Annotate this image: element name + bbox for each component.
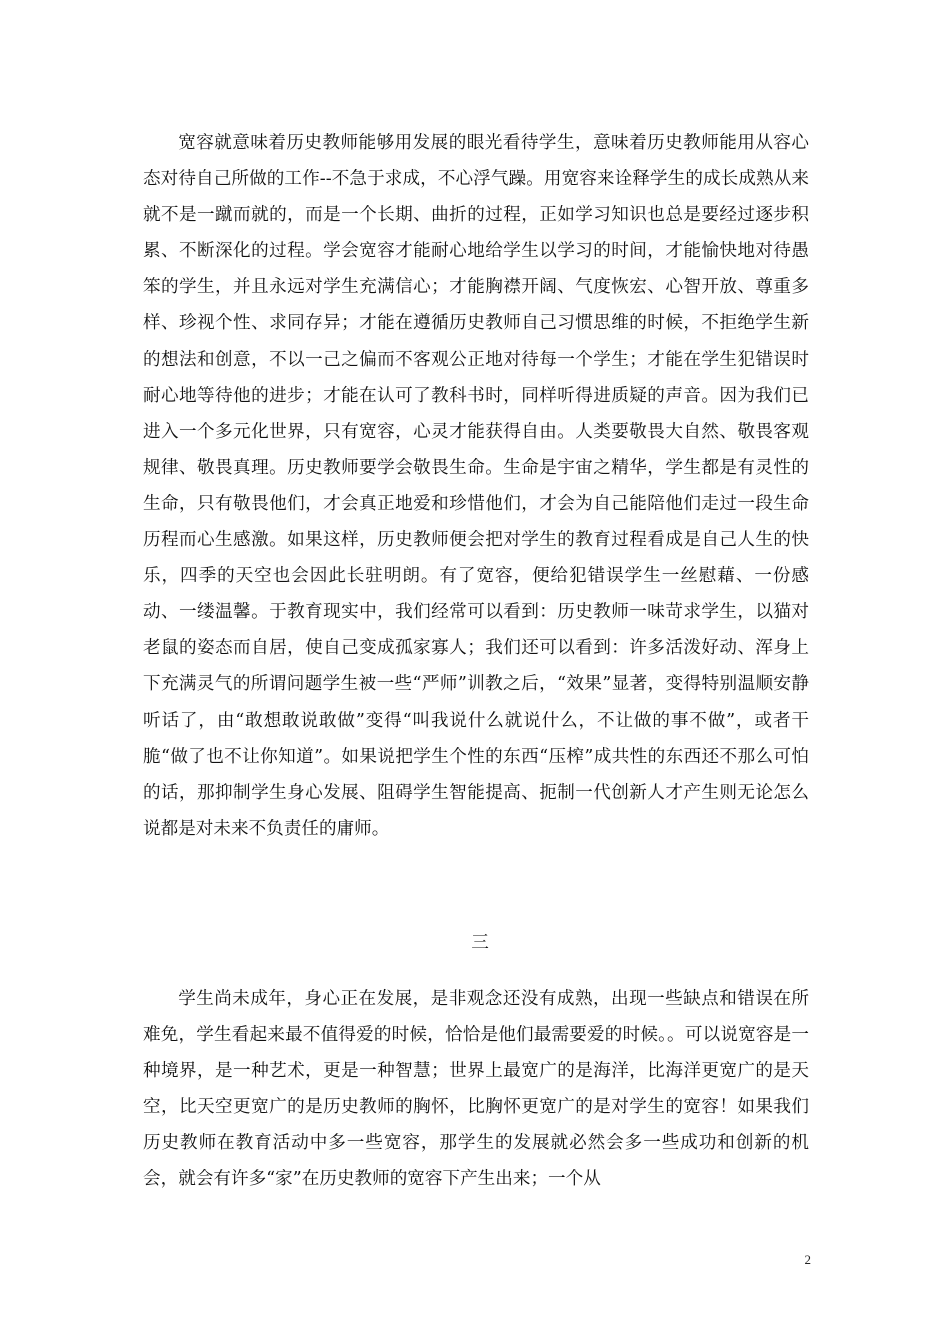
body-paragraph-1: 宽容就意味着历史教师能够用发展的眼光看待学生，意味着历史教师能用从容心态对待自己所做的工作--不急于求成，不心浮气躁。用宽容来诠释学生的成长成熟从来就不是一蹴而就的，而是一个长期、曲折的过程，正如学习知识也总是要经过逐步积累、不断深化的过程。学会宽容才能耐心地给学生以学习的时间，才能愉快地对待愚笨的学生，并且永远对学生充满信心；才能胸襟开阔、气度恢宏、心智开放、尊重多样、珍视个性、求同存异；才能在遵循历史教师自己习惯思维的时候，不拒绝学生新的想法和创意，不以一己之偏而不客观公正地对待每一个学生；才能在学生犯错误时耐心地等待他的进步；才能在认可了教科书时，同样听得进质疑的声音。因为我们已进入一个多元化世界，只有宽容，心灵才能获得自由。人类要敬畏大自然、敬畏客观规律、敬畏真理。历史教师要学会敬畏生命。生命是宇宙之精华，学生都是有灵性的生命，只有敬畏他们，才会真正地爱和珍惜他们，才会为自己能陪他们走过一段生命历程而心生感激。如果这样，历史教师便会把对学生的教育过程看成是自己人生的快乐，四季的天空也会因此长驻明朗。有了宽容，便给犯错误学生一丝慰藉、一份感动、一缕温馨。于教育现实中，我们经常可以看到：历史教师一味苛求学生，以猫对老鼠的姿态而自居，使自己变成孤家寡人；我们还可以看到：许多活泼好动、浑身上下充满灵气的所谓问题学生被一些“严师”训教之后，“效果”显著，变得特别温顺安静听话了，由“敢想敢说敢做”变得“叫我说什么就说什么，不让做的事不做”，或者干脆“做了也不让你知道”。如果说把学生个性的东西“压榨”成共性的东西还不那么可怕的话，那抑制学生身心发展、阻碍学生智能提高、扼制一代创新人才产生则无论怎么说都是对未来不负责任的庸师。: [143, 133, 809, 839]
page-number: 2: [804, 1252, 811, 1267]
body-paragraph-2: 学生尚未成年，身心正在发展，是非观念还没有成熟，出现一些缺点和错误在所难免，学生看起来最不值得爱的时候，恰恰是他们最需要爱的时候。。可以说宽容是一种境界，是一种艺术，更是一种智慧；世界上最宽广的是海洋，比海洋更宽广的是天空，比天空更宽广的是历史教师的胸怀，比胸怀更宽广的是对学生的宽容！如果我们历史教师在教育活动中多一些宽容，那学生的发展就必然会多一些成功和创新的机会，就会有许多“家”在历史教师的宽容下产生出来；一个从: [143, 989, 809, 1190]
section-heading: 三: [471, 933, 489, 953]
